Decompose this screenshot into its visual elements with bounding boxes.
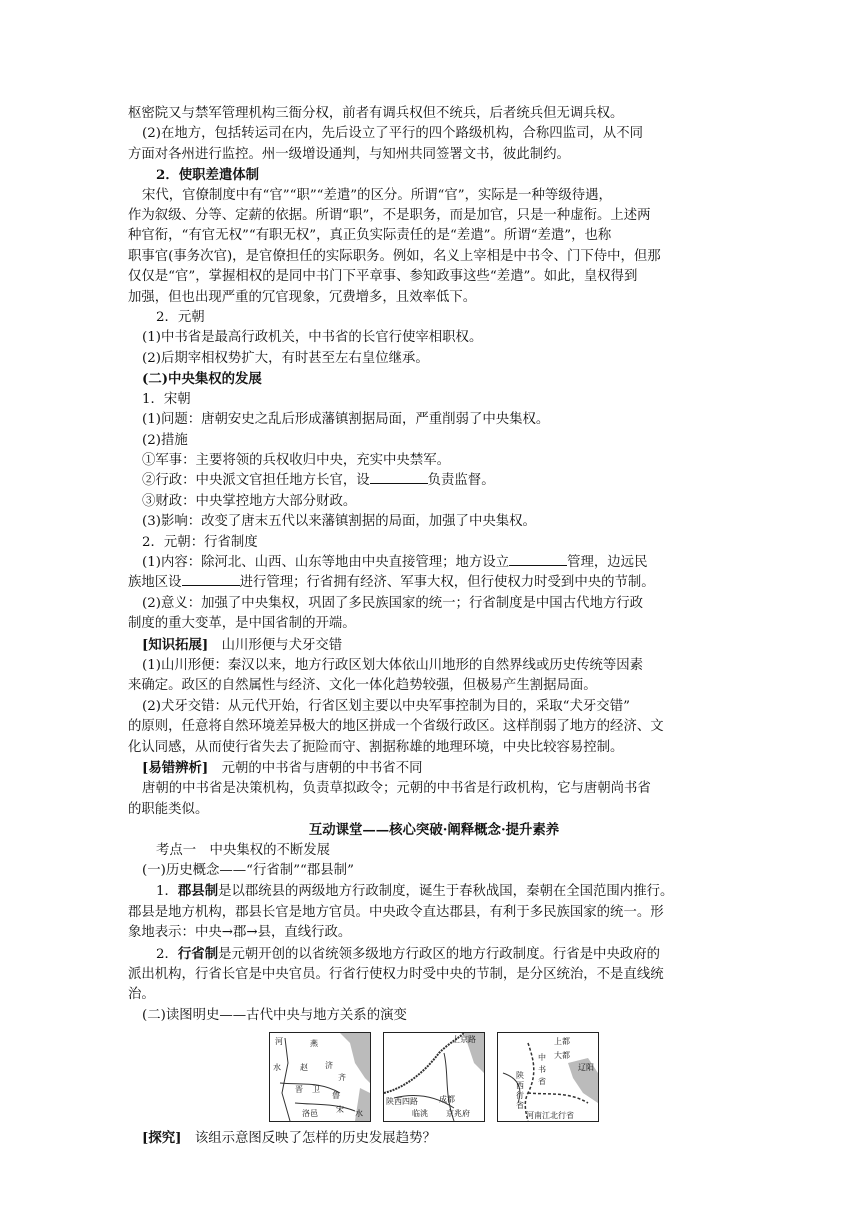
map-label: 临洮 [412,1109,428,1119]
text-line [128,431,740,451]
map-label: 成都 [439,1095,455,1105]
text-line [128,186,740,206]
text-span: (1)中书省是最高行政机关，中书省的长官行使宰相职权。 [142,330,483,346]
text-line [128,820,740,840]
text-line [128,923,740,943]
map-label: 宋 [336,1105,344,1115]
text-line [128,635,740,656]
text-span: 负责监督。 [427,473,495,489]
text-span: 族地区设 [128,575,182,591]
text-span: 派出机构，行省长官是中央官员。行省行使权力时受中央的节制，是分区统治，不是直线统 [128,967,664,983]
text-line [128,594,740,614]
text-line [128,944,740,965]
text-span: (2)意义：加强了中央集权，巩固了多民族国家的统一；行省制度是中国古代地方行政 [142,595,644,611]
text-span: 的职能类似。 [128,801,209,817]
map-yuan-dynasty [497,1032,599,1122]
text-span: 行省制 [177,945,219,962]
map-label: 赵 [300,1063,308,1073]
text-line [128,573,740,593]
fill-blank [509,553,567,566]
text-span: 来确定。政区的自然属性与经济、文化一体化趋势较强，但极易产生割据局面。 [128,678,597,694]
text-span: 1． [156,884,178,900]
text-line [128,308,740,328]
text-line [128,349,740,369]
map-label: 燕 [310,1039,318,1049]
map-label: 中 [538,1053,546,1063]
map-label: 水 [273,1063,281,1073]
text-line [128,965,740,985]
text-span: 枢密院又与禁军管理机构三衙分权，前者有调兵权但不统兵，后者统兵但无调兵权。 [128,106,624,121]
text-line [128,492,740,512]
text-span: 进行管理；行省拥有经济、军事大权，但行使权力时受到中央的节制。 [239,575,655,591]
map-label: 济 [325,1061,333,1071]
text-line [128,841,740,861]
text-line [128,717,740,737]
map-label: 西 [516,1081,524,1091]
text-line [128,1006,740,1026]
map-label: 辽阳 [578,1063,594,1073]
text-span: 是以郡统县的两级地方行政制度，诞生于春秋战国，秦朝在全国范围内推行。 [218,884,674,900]
inquiry-text: 该组示意图反映了怎样的历史发展趋势？ [181,1131,436,1147]
map-label: 行 [516,1091,524,1101]
text-line [128,533,740,553]
text-span: 制度的重大变革，是中国省制的开端。 [128,616,356,632]
text-line [128,985,740,1005]
text-span: 2．元朝：行省制度 [142,534,258,550]
text-line [128,656,740,676]
text-line [128,247,740,267]
text-span: (二)中央集权的发展 [142,371,262,388]
text-span: 互动课堂——核心突破·阐释概念·提升素养 [308,822,560,839]
text-line [128,206,740,226]
text-span: [易错辨析] [142,760,209,776]
text-line [128,104,740,124]
text-span: 山川形便与犬牙交错 [208,637,343,653]
text-line [128,390,740,410]
map-label: 陕 [516,1071,524,1081]
text-span: 1．宋朝 [142,391,191,407]
map-label: 省 [516,1101,524,1111]
text-line [128,512,740,532]
map-label: 书 [538,1065,546,1075]
map-label: 上京路 [452,1035,476,1045]
text-span: 元朝的中书省与唐朝的中书省不同 [208,761,423,776]
text-line [128,779,740,799]
text-span: 的原则，任意将自然环境差异极大的地区拼成一个省级行政区。这样削弱了地方的经济、文 [128,719,664,735]
map-group [128,1032,740,1122]
map-label: 陕西四路 [386,1097,418,1107]
text-span: (3)影响：改变了唐末五代以来藩镇割据的局面，加强了中央集权。 [142,514,536,530]
map-label: 晋 [295,1085,303,1095]
text-span: (1)山川形便：秦汉以来，地方行政区划大体依山川地形的自然界线或历史传统等因素 [142,657,644,673]
text-line [128,614,740,634]
text-line [128,553,740,573]
fill-blank [182,573,240,586]
text-span: (2)犬牙交错：从元代开始，行省区划主要以中央军事控制为目的，采取“犬牙交错” [142,698,630,714]
text-line [128,288,740,308]
map-label: 省 [538,1077,546,1087]
text-span: 2．元朝 [156,310,205,326]
text-line [128,881,740,902]
text-span: 加强，但也出现严重的冗官现象，冗费增多，且效率低下。 [128,289,477,305]
text-line [128,267,740,287]
text-span: 2． [156,946,178,962]
map-label: 河南江北行省 [526,1111,574,1121]
fill-blank [370,471,428,484]
map-song-dynasty [383,1032,485,1122]
map-warring-states [269,1032,371,1122]
text-span: 郡县制 [177,883,219,900]
map-label: 河 [275,1037,283,1047]
map-label: 京兆府 [446,1109,470,1119]
text-span: 种官衔，“有官无权”“有职无权”，真正负实际责任的是“差遣”。所谓“差遣”，也称 [128,228,612,244]
text-line [128,697,740,717]
text-span: 象地表示：中央→郡→县，直线行政。 [128,925,352,941]
text-line [128,471,740,491]
text-span: 是元朝开创的以省统领多级地方行政区的地方行政制度。行省是中央政府的 [218,946,660,962]
text-line [128,903,740,923]
text-span: (二)读图明史——古代中央与地方关系的演变 [142,1007,407,1023]
text-span: ②行政：中央派文官担任地方长官，设 [142,473,370,489]
text-span: 职事官(事务次官)，是官僚担任的实际职务。例如，名义上宰相是中书令、门下侍中，但那 [128,248,661,264]
map-label: 上都 [554,1037,570,1047]
text-line [128,676,740,696]
map-label: 大都 [554,1051,570,1061]
map-label: 齐 [338,1073,346,1083]
text-span: 郡县是地方机构，郡县长官是地方官员。中央政令直达郡县，有利于多民族国家的统一。形 [128,904,664,920]
text-line [128,145,740,165]
text-line [128,165,740,185]
text-span: (1)内容：除河北、山西、山东等地由中央直接管理；地方设立 [142,554,510,570]
text-span: [知识拓展] [142,636,209,653]
text-span: (2)措施 [142,432,188,448]
text-span: 化认同感，从而使行省失去了扼险而守、割据称雄的地理环境，中央比较容易控制。 [128,739,624,755]
text-span: ③财政：中央掌控地方大部分财政。 [142,493,357,509]
text-span: (一)历史概念——“行省制”“郡县制” [142,863,354,879]
text-line [128,124,740,144]
text-span: 管理，边远民 [567,554,648,570]
text-span: 作为叙级、分等、定薪的依据。所谓“职”，不是职务，而是加官，只是一种虚衔。上述两 [128,208,651,224]
map-label: 洛邑 [302,1109,318,1119]
text-span: 治。 [128,987,155,1003]
text-span: 仅仅是“官”，掌握相权的是同中书门下平章事、参知政事这些“差遣”。如此，皇权得到 [128,269,638,285]
text-line [128,410,740,430]
text-span: 考点一 中央集权的不断发展 [156,842,331,858]
map-label: 卫 [312,1085,320,1095]
map-label: 鲁 [332,1091,340,1101]
text-line [128,451,740,471]
inquiry-line [128,1128,740,1149]
text-span: (2)在地方，包括转运司在内，先后设立了平行的四个路级机构，合称四监司，从不同 [142,126,644,142]
text-line [128,738,740,758]
text-line [128,800,740,820]
text-span: 2．使职差遣体制 [156,167,260,184]
text-span: (2)后期宰相权势扩大，有时甚至左右皇位继承。 [142,350,429,366]
text-span: 宋代，官僚制度中有“官”“职”“差遣”的区分。所谓“官”，实际是一种等级待遇， [142,187,612,203]
text-span: 唐朝的中书省是决策机构，负责草拟政令；元朝的中书省是行政机构，它与唐朝尚书省 [142,781,651,797]
text-body [128,104,740,1026]
text-span: (1)问题：唐朝安史之乱后形成藩镇割据局面，严重削弱了中央集权。 [142,412,550,428]
map-label: 水 [355,1109,363,1119]
text-line [128,369,740,389]
text-span: ①军事：主要将领的兵权收归中央，充实中央禁军。 [142,452,450,468]
inquiry-lead: [探究] [142,1130,182,1147]
map-yuan-dynasty-drawing [498,1033,598,1121]
document-page [128,104,740,1150]
text-span: 方面对各州进行监控。州一级增设通判，与知州共同签署文书，彼此制约。 [128,146,570,162]
text-line [128,758,740,779]
text-line [128,226,740,246]
text-line [128,861,740,881]
text-line [128,328,740,348]
